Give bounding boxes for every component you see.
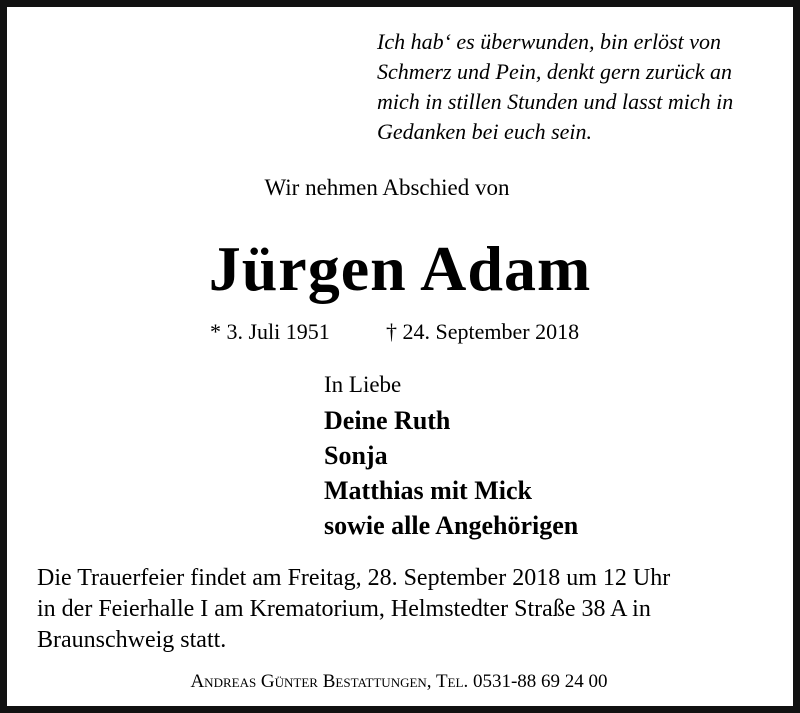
mourner-name: Sonja — [324, 441, 388, 470]
poem-line: Ich hab‘ es überwunden, bin erlöst von — [377, 29, 721, 54]
funeral-details-line: Braunschweig statt. — [37, 627, 227, 653]
poem-line: mich in stillen Stunden und lasst mich in — [377, 89, 734, 114]
mourner-name: Matthias mit Mick — [324, 476, 532, 505]
farewell-intro: Wir nehmen Abschied von — [264, 175, 510, 200]
funeral-home-contact: Andreas Günter Bestattungen, Tel. 0531-88 69 24 00 — [190, 671, 608, 692]
funeral-details-line: in der Feierhalle I am Krematorium, Helmstedter Straße 38 A in — [37, 596, 651, 622]
poem-line: Gedanken bei euch sein. — [377, 119, 593, 144]
funeral-details — [37, 563, 670, 656]
mourner-name: Deine Ruth — [324, 406, 451, 435]
mourner-name: sowie alle Angehörigen — [324, 511, 579, 540]
birth-date: * 3. Juli 1951 — [210, 319, 330, 344]
memorial-poem — [377, 27, 787, 147]
funeral-details-line: Die Trauerfeier findet am Freitag, 28. September 2018 um 12 Uhr — [37, 565, 671, 591]
death-date: † 24. September 2018 — [386, 319, 580, 344]
mourners-intro: In Liebe — [324, 372, 402, 397]
mourners-list — [324, 403, 578, 543]
deceased-name: Jürgen Adam — [208, 233, 592, 304]
poem-line: Schmerz und Pein, denkt gern zurück an — [377, 59, 732, 84]
